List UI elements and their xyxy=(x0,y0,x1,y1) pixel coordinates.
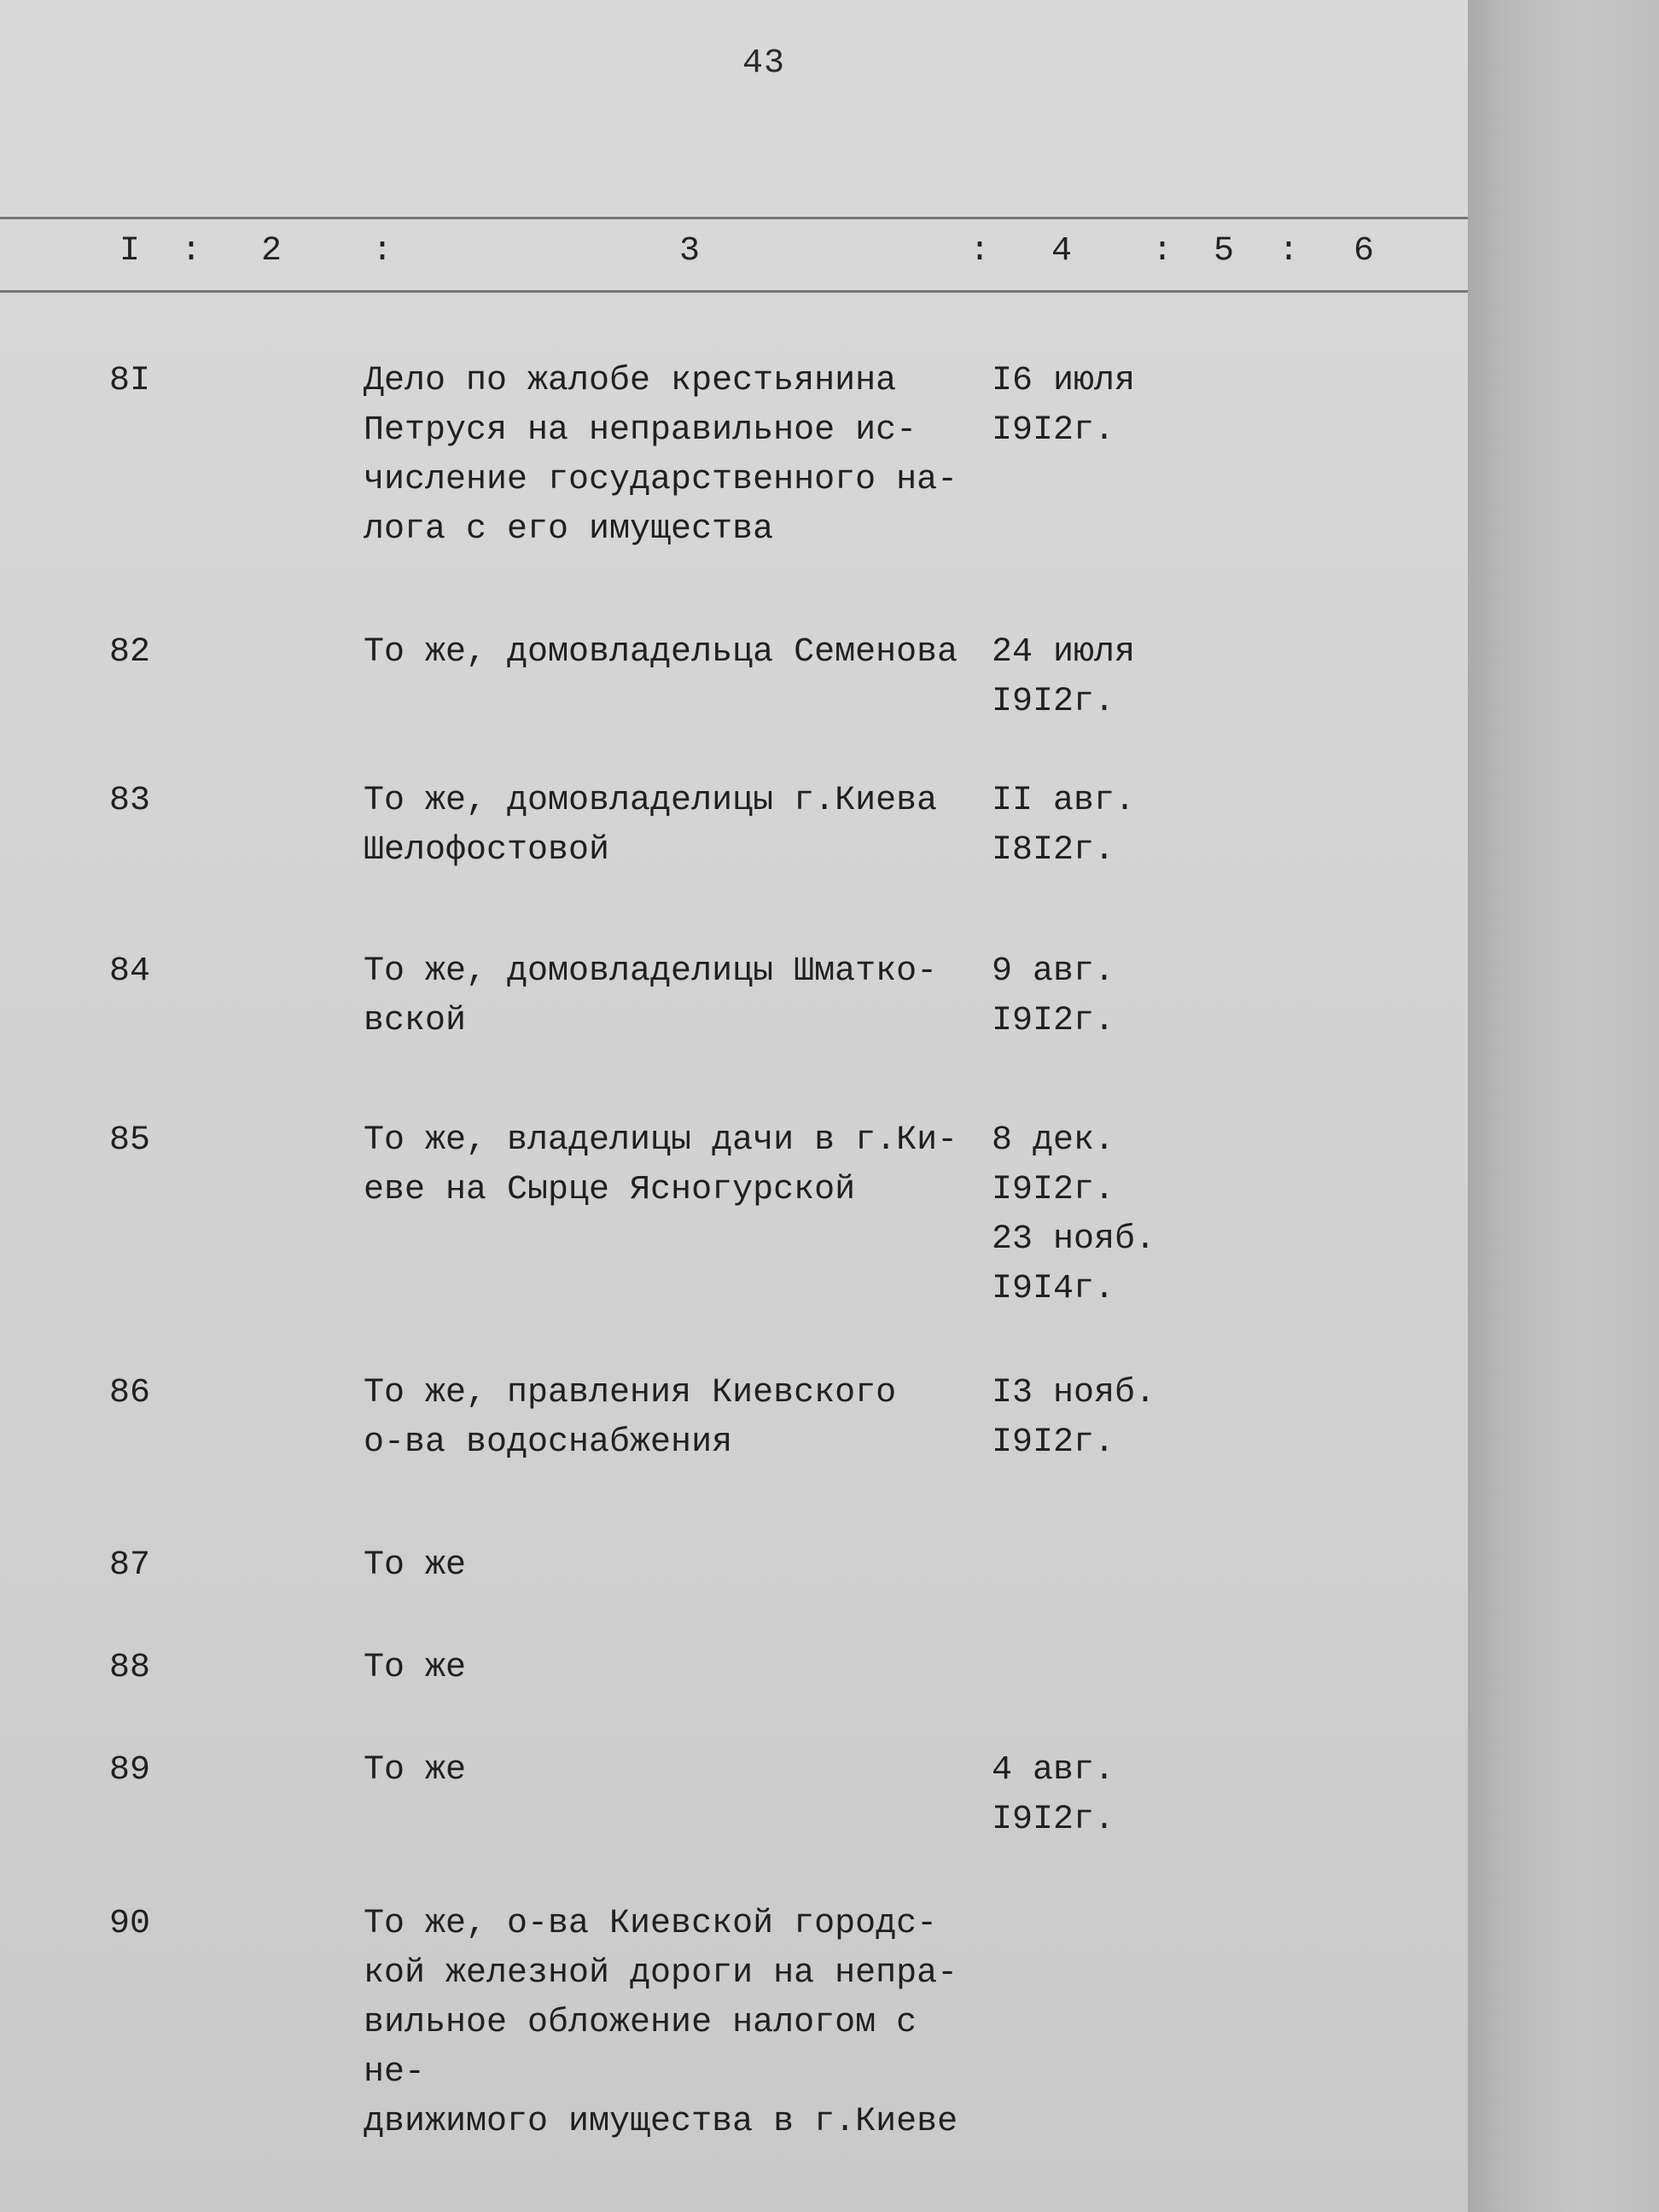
page-edge-shadow xyxy=(1468,0,1659,2212)
header-separator-4: : xyxy=(1152,232,1173,271)
row-date: 4 авг. I9I2г. xyxy=(992,1751,1115,1839)
row-number: 87 xyxy=(109,1546,151,1585)
row-date: II авг. I8I2г. xyxy=(992,782,1136,870)
header-top-rule xyxy=(0,217,1468,219)
row-date: I6 июля I9I2г. xyxy=(992,362,1136,450)
row-description: То же, домовладелицы Шматко- вской xyxy=(364,952,938,1040)
row-description: То же, владелицы дачи в г.Ки- еве на Сырце Ясногурской xyxy=(364,1121,958,1209)
row-date: 9 авг. I9I2г. xyxy=(992,952,1115,1040)
row-description: То же, домовладельца Семенова xyxy=(364,633,958,672)
row-date: 8 дек. I9I2г. 23 нояб. I9I4г. xyxy=(992,1121,1156,1308)
row-description: То же xyxy=(364,1546,467,1585)
row-number: 90 xyxy=(109,1905,151,1943)
header-bottom-rule xyxy=(0,290,1468,293)
row-number: 88 xyxy=(109,1649,151,1687)
row-number: 89 xyxy=(109,1751,151,1790)
row-description: То же xyxy=(364,1649,467,1687)
row-description: То же xyxy=(364,1751,467,1790)
header-col-2: 2 xyxy=(261,232,282,271)
row-number: 82 xyxy=(109,633,151,672)
row-number: 83 xyxy=(109,782,151,820)
header-separator-5: : xyxy=(1278,232,1300,271)
header-col-6: 6 xyxy=(1353,232,1375,271)
header-col-3: 3 xyxy=(679,232,701,271)
row-description: То же, домовладелицы г.Киева Шелофостовой xyxy=(364,782,938,870)
row-date: 24 июля I9I2г. xyxy=(992,633,1136,721)
page-number: 43 xyxy=(742,44,786,83)
header-col-1: I xyxy=(119,232,141,271)
header-col-5: 5 xyxy=(1214,232,1235,271)
row-date: I3 нояб. I9I2г. xyxy=(992,1374,1156,1462)
header-separator-3: : xyxy=(969,232,991,271)
row-description: То же, о-ва Киевской городс- кой железной дороги на непра- вильное обложение налогом с не- движимого имущества в г.Киеве xyxy=(364,1905,958,2141)
row-number: 86 xyxy=(109,1374,151,1412)
header-col-4: 4 xyxy=(1051,232,1073,271)
row-number: 85 xyxy=(109,1121,151,1160)
header-separator-1: : xyxy=(181,232,202,271)
row-number: 8I xyxy=(109,362,151,400)
row-description: Дело по жалобе крестьянина Петруся на неправильное ис- числение государственного на- лога с его имущества xyxy=(364,362,958,549)
header-separator-2: : xyxy=(372,232,393,271)
row-description: То же, правления Киевского о-ва водоснабжения xyxy=(364,1374,897,1462)
row-number: 84 xyxy=(109,952,151,991)
